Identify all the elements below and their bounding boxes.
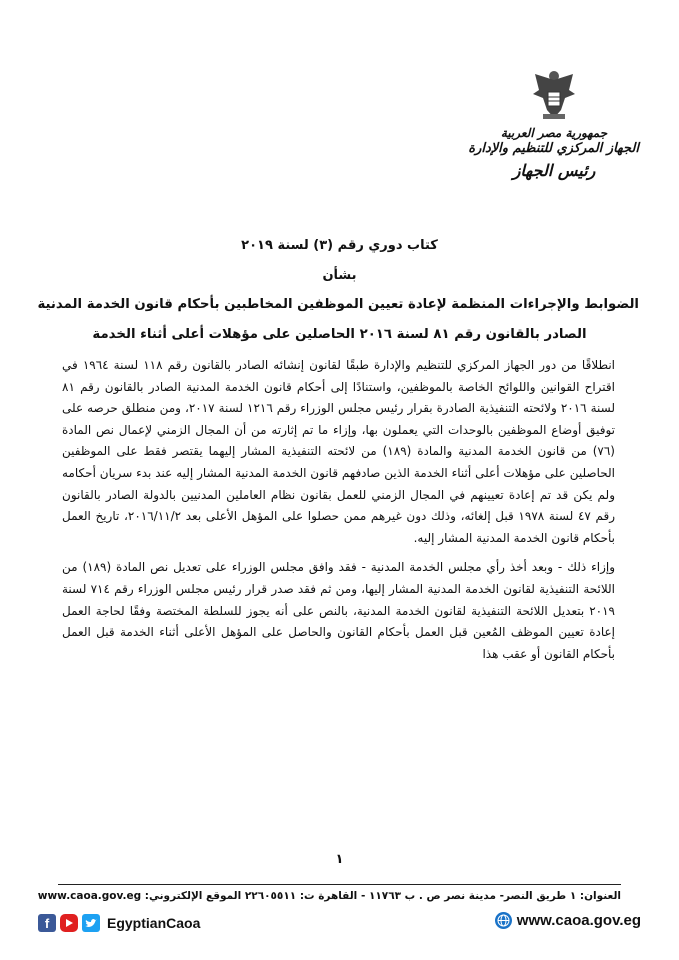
circular-number: كتاب دوري رقم (٣) لسنة ٢٠١٩ [241, 238, 438, 253]
address-url[interactable]: www.caoa.gov.eg [37, 890, 142, 902]
social-links [38, 913, 200, 933]
website-url[interactable]: www.caoa.gov.eg [516, 912, 641, 929]
social-handle[interactable]: EgyptianCaoa [107, 915, 201, 931]
facebook-icon[interactable]: f [38, 914, 56, 932]
letterhead [469, 68, 639, 181]
header-signatory: رئيس الجهاز [512, 161, 596, 181]
youtube-icon[interactable] [60, 914, 78, 932]
globe-icon [495, 912, 512, 929]
footer-divider [58, 884, 621, 885]
twitter-icon[interactable] [82, 914, 100, 932]
page-number: ١ [335, 852, 344, 867]
subject-line-2: الصادر بالقانون رقم ٨١ لسنة ٢٠١٦ الحاصلين على مؤهلات أعلى أثناء الخدمة [92, 327, 587, 342]
subject-heading: بشأن [322, 268, 357, 283]
paragraph-2: وإزاء ذلك - وبعد أخذ رأي مجلس الخدمة المدنية - فقد وافق مجلس الوزراء على تعديل نص المادة (١٨٩) من اللائحة التنفيذية لقانون الخدمة المدنية المشار إليها، ومن ثم فقد صدر قرار رئيس مجلس الوزراء رقم ٧١٤ لسنة ٢٠١٩ بتعديل اللائحة التنفيذية لقانون الخدمة المدنية، بالنص على أنه يجوز للسلطة المختصة وفقًا لحاجة العمل إعادة تعيين الموظف المُعين قبل العمل بأحكام القانون والحاصل على المؤهل الأعلى أثناء الخدمة قبل العمل بأحكام القانون أو عقب هذا [62, 560, 616, 661]
eagle-emblem-icon [529, 68, 579, 122]
address-text: العنوان: ١ طريق النصر- مدينة نصر ص . ب ١١٧٦٣ - القاهرة ت: ٢٢٦٠٥٥١١ الموقع الإلكتروني: [144, 890, 621, 902]
paragraph-1: انطلاقًا من دور الجهاز المركزي للتنظيم والإدارة طبقًا لقانون إنشائه الصادر بالقانون رقم ١١٨ لسنة ١٩٦٤ في اقتراح القوانين واللوائح الخاصة بالموظفين، واستنادًا إلى أحكام قانون الخدمة المدنية الصادر بالقانون رقم ٨١ لسنة ٢٠١٦ ولائحته التنفيذية الصادرة بقرار رئيس مجلس الوزراء رقم ١٢١٦ لسنة ٢٠١٧، ومن منطلق حرصه على توفيق أوضاع الموظفين بالوحدات التي يعملون بها، وإزاء ما تم إثارته من أن المجال الزمني لإعمال نص المادة (٧٦) من قانون الخدمة المدنية والمادة (١٨٩) من لائحته التنفيذية المشار إليهما يقتصر فقط على الموظفين الحاصلين على مؤهلات أعلى أثناء الخدمة الذين صادفهم قانون الخدمة المدنية المشار إليه عند بدء سريان أحكامه ولم يكن قد تم إعادة تعيينهم في المجال الزمني للعمل بقانون نظام العاملين المدنيين بالدولة الصادر بالقانون رقم ٤٧ لسنة ١٩٧٨ قبل إلغائه، وذلك دون غيرهم ممن حصلوا على المؤهل الأعلى بعد ٢٠١٦/١١/٢، تاريخ العمل بأحكام قانون الخدمة المدنية المشار إليه. [62, 358, 616, 545]
subject-line-1: الضوابط والإجراءات المنظمة لإعادة تعيين الموظفين المخاطبين بأحكام قانون الخدمة المدنية [37, 297, 639, 312]
body-text [62, 355, 615, 673]
website-link[interactable] [495, 912, 641, 929]
document-titles [37, 236, 639, 346]
header-country: جمهورية مصر العربية [500, 126, 608, 140]
header-agency: الجهاز المركزي للتنظيم والإدارة [468, 141, 639, 156]
footer-address [37, 890, 621, 902]
